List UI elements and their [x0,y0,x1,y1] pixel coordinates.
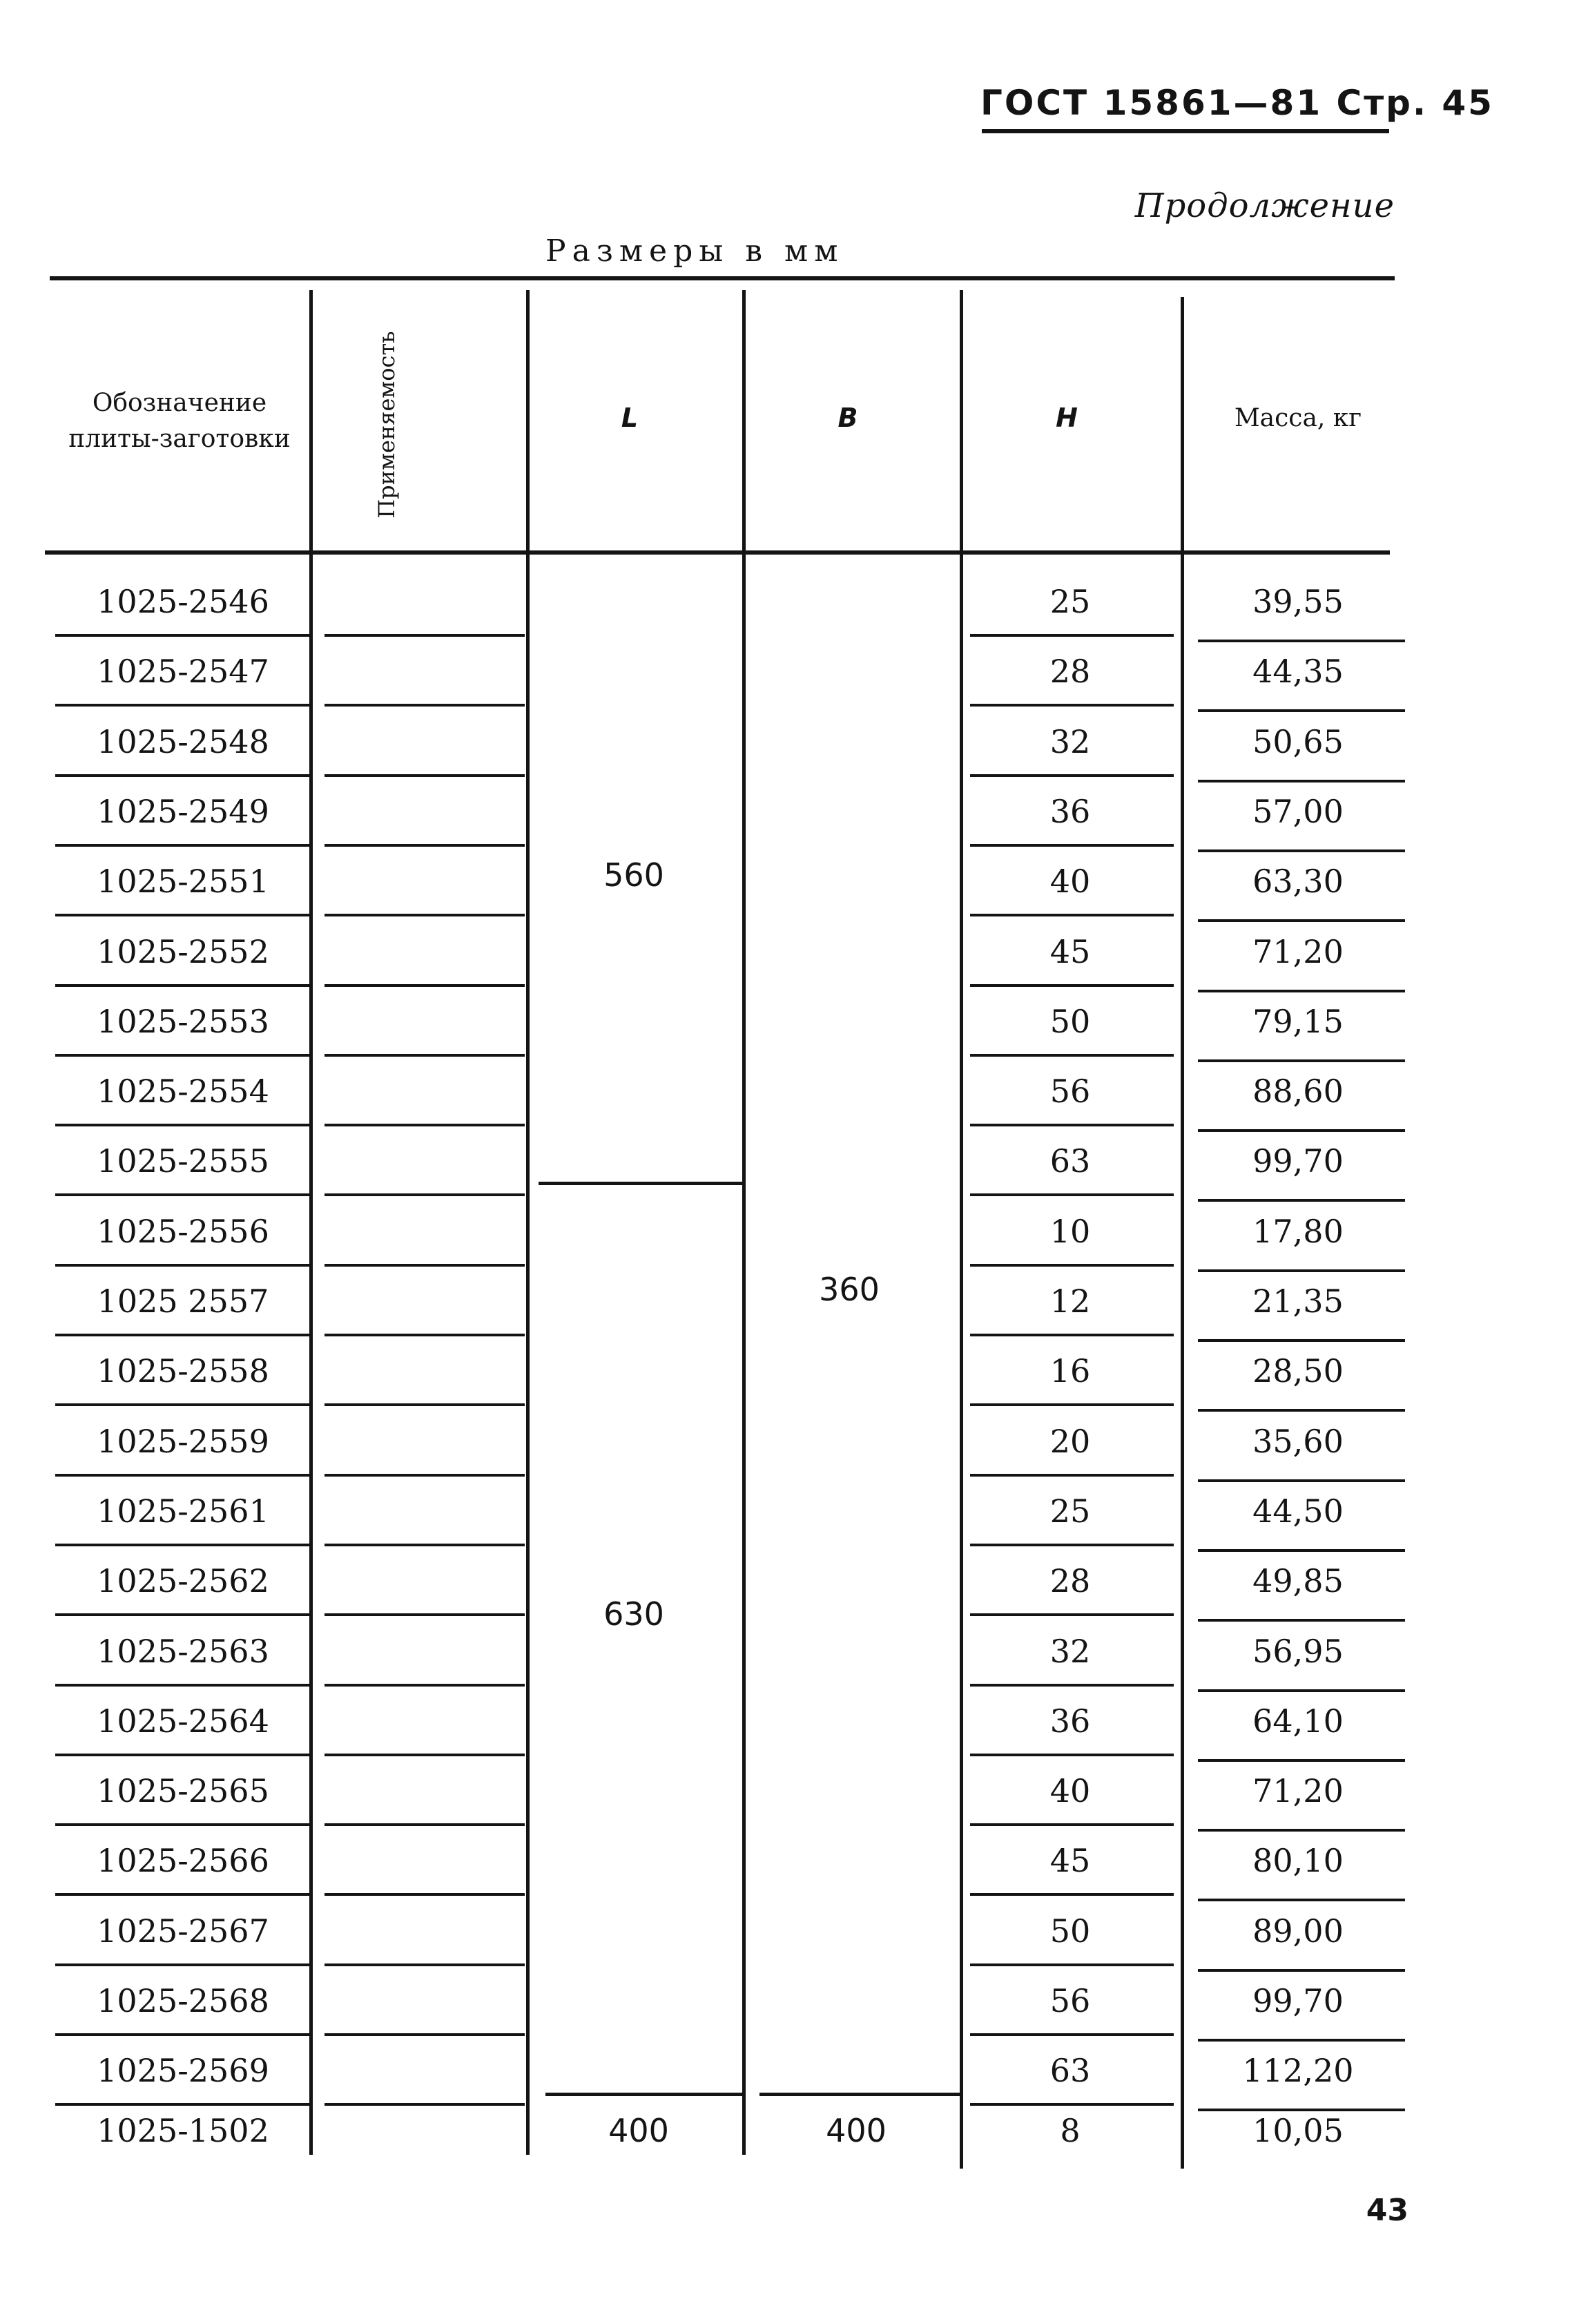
mass-cell: 79,15 [1252,1002,1344,1040]
h-cell: 12 [1049,1283,1091,1320]
designation-cell: 1025-2553 [97,1002,269,1040]
table-row [0,1202,1588,1271]
table-row [0,1341,1588,1411]
designation-cell: 1025-2561 [97,1492,269,1530]
mass-cell: 63,30 [1252,863,1344,901]
table-row [0,1831,1588,1901]
designation-cell: 1025-2547 [97,653,269,691]
h-cell: 50 [1049,1912,1091,1950]
mass-cell: 80,10 [1252,1842,1344,1880]
mass-cell: 17,80 [1252,1212,1344,1250]
row-rule-applicability [325,1963,525,1966]
row-rule-designation [55,1613,311,1616]
row-rule-applicability [325,1544,525,1546]
column-header-designation: Обозначение плиты-заготовки [68,389,291,453]
mass-cell: 99,70 [1252,1982,1344,2019]
row-rule-h [970,1334,1174,1336]
h-cell: 20 [1049,1422,1091,1460]
row-rule-applicability [325,1403,525,1406]
row-rule-applicability [325,984,525,987]
row-rule-h [970,1544,1174,1546]
row-rule-applicability [325,914,525,916]
h-cell: 50 [1049,1002,1091,1040]
designation-cell: 1025-2564 [97,1702,269,1740]
h-cell: 32 [1049,722,1091,760]
h-cell: 45 [1049,1842,1091,1880]
row-rule-applicability [325,2033,525,2036]
table-row [0,1761,1588,1831]
row-rule-applicability [325,1754,525,1756]
column-header-mass: Масса, кг [1234,403,1362,432]
mass-cell: 89,00 [1252,1912,1344,1950]
h-cell: 36 [1049,1702,1091,1740]
h-cell: 25 [1049,583,1091,620]
row-rule-applicability [325,634,525,637]
h-cell: 32 [1049,1632,1091,1670]
row-rule-h [970,1054,1174,1057]
row-rule-h [970,1124,1174,1126]
row-rule-designation [55,914,311,916]
mass-cell: 28,50 [1252,1352,1344,1390]
table-row [0,1901,1588,1971]
mass-cell: 112,20 [1242,2052,1354,2090]
row-rule-h [970,1754,1174,1756]
l-cell: 400 [608,2112,669,2149]
table-row [0,852,1588,921]
row-rule-h [970,1264,1174,1267]
row-rule-designation [55,1264,311,1267]
row-rule-applicability [325,1124,525,1126]
designation-cell: 1025-2554 [97,1073,269,1111]
h-cell: 56 [1049,1073,1091,1111]
designation-cell: 1025-2546 [97,583,269,620]
designation-cell: 1025-2567 [97,1912,269,1950]
l-value-630: 630 [603,1595,664,1633]
mass-cell: 71,20 [1252,932,1344,970]
header-underline [982,129,1389,133]
row-rule-applicability [325,1193,525,1196]
header-bottom-rule [45,550,1390,555]
mass-cell: 50,65 [1252,722,1344,760]
mass-cell: 44,50 [1252,1492,1344,1530]
table-row [0,1551,1588,1621]
row-rule-applicability [325,1613,525,1616]
table-row [0,1971,1588,2041]
row-rule-designation [55,1193,311,1196]
table-row [0,782,1588,852]
h-cell: 36 [1049,792,1091,830]
designation-cell: 1025-2552 [97,932,269,970]
row-rule-designation [55,1544,311,1546]
h-cell: 28 [1049,1562,1091,1600]
table-row [0,992,1588,1062]
row-rule-h [970,634,1174,637]
table-row [0,572,1588,642]
row-rule-designation [55,1754,311,1756]
row-rule-h [970,2033,1174,2036]
h-cell: 10 [1049,1212,1091,1250]
row-rule-h [970,1474,1174,1477]
table-row [0,1271,1588,1341]
table-row [0,1622,1588,1691]
row-rule-applicability [325,1264,525,1267]
h-cell: 40 [1049,863,1091,901]
mass-cell: 64,10 [1252,1702,1344,1740]
row-rule-applicability [325,1893,525,1896]
row-rule-designation [55,1054,311,1057]
row-rule-applicability [325,704,525,707]
row-rule-h [970,1684,1174,1687]
row-rule-h [970,1963,1174,1966]
row-rule-designation [55,1963,311,1966]
designation-cell: 1025 2557 [97,1283,269,1320]
h-cell: 45 [1049,932,1091,970]
table-row [0,922,1588,992]
table-top-rule [50,276,1395,280]
table-row [0,642,1588,711]
row-rule-h [970,914,1174,916]
h-cell: 16 [1049,1352,1091,1390]
mass-cell: 44,35 [1252,653,1344,691]
row-rule-applicability [325,1684,525,1687]
table-row [0,1481,1588,1551]
h-cell: 25 [1049,1492,1091,1530]
row-rule-designation [55,1823,311,1826]
row-rule-designation [55,1124,311,1126]
designation-cell: 1025-2558 [97,1352,269,1390]
h-cell: 8 [1060,2112,1081,2149]
continuation-label: Продолжение [1134,186,1395,225]
row-rule-applicability [325,1054,525,1057]
row-rule-h [970,1193,1174,1196]
designation-cell: 1025-2565 [97,1772,269,1810]
designation-cell: 1025-2566 [97,1842,269,1880]
h-cell: 56 [1049,1982,1091,2019]
column-header-h: H [1056,403,1078,433]
designation-cell: 1025-2562 [97,1562,269,1600]
row-rule-designation [55,774,311,777]
mass-cell: 49,85 [1252,1562,1344,1600]
mass-cell: 10,05 [1252,2112,1344,2149]
mass-cell: 35,60 [1252,1422,1344,1460]
row-rule-h [970,984,1174,987]
h-cell: 63 [1049,1142,1091,1180]
row-rule-designation [55,1334,311,1336]
mass-cell: 99,70 [1252,1142,1344,1180]
row-rule-designation [55,844,311,847]
designation-cell: 1025-2555 [97,1142,269,1180]
row-rule-h [970,1403,1174,1406]
designation-cell: 1025-2549 [97,792,269,830]
mass-cell: 39,55 [1252,583,1344,620]
designation-cell: 1025-2568 [97,1982,269,2019]
table-row [0,1412,1588,1481]
row-rule-applicability [325,1474,525,1477]
designation-cell: 1025-2551 [97,863,269,901]
row-rule-h [970,704,1174,707]
b-cell: 400 [826,2112,887,2149]
mass-cell: 71,20 [1252,1772,1344,1810]
row-rule-designation [55,984,311,987]
row-rule-designation [55,1474,311,1477]
column-header-b: B [837,403,858,433]
table-row [0,1691,1588,1761]
units-caption: Размеры в мм [545,233,844,269]
table-row-last [0,2101,1588,2171]
row-rule-applicability [325,1823,525,1826]
designation-cell: 1025-2559 [97,1422,269,1460]
h-cell: 28 [1049,653,1091,691]
row-rule-h [970,1823,1174,1826]
h-cell: 40 [1049,1772,1091,1810]
designation-cell: 1025-2556 [97,1212,269,1250]
mass-cell: 56,95 [1252,1632,1344,1670]
row-rule-designation [55,1684,311,1687]
mass-cell: 88,60 [1252,1073,1344,1111]
mass-cell: 57,00 [1252,792,1344,830]
table-row [0,712,1588,782]
row-rule-applicability [325,844,525,847]
mass-cell: 21,35 [1252,1283,1344,1320]
b-value-360: 360 [819,1271,880,1308]
row-rule-designation [55,1403,311,1406]
row-rule-applicability [325,774,525,777]
row-rule-h [970,774,1174,777]
row-rule-designation [55,1893,311,1896]
row-rule-h [970,844,1174,847]
l-value-560: 560 [603,856,664,894]
row-rule-applicability [325,1334,525,1336]
row-rule-h [970,1893,1174,1896]
designation-cell: 1025-2563 [97,1632,269,1670]
row-rule-designation [55,704,311,707]
designation-cell: 1025-1502 [97,2112,269,2149]
table-row [0,1062,1588,1131]
row-rule-designation [55,2033,311,2036]
table-row [0,1131,1588,1201]
page-number: 43 [1366,2193,1408,2228]
column-header-applicability: Применяемость [374,331,400,519]
document-header: ГОСТ 15861—81 Стр. 45 [980,83,1494,123]
designation-cell: 1025-2569 [97,2052,269,2090]
designation-cell: 1025-2548 [97,722,269,760]
column-header-l: L [621,403,639,433]
row-rule-h [970,1613,1174,1616]
row-rule-designation [55,634,311,637]
h-cell: 63 [1049,2052,1091,2090]
